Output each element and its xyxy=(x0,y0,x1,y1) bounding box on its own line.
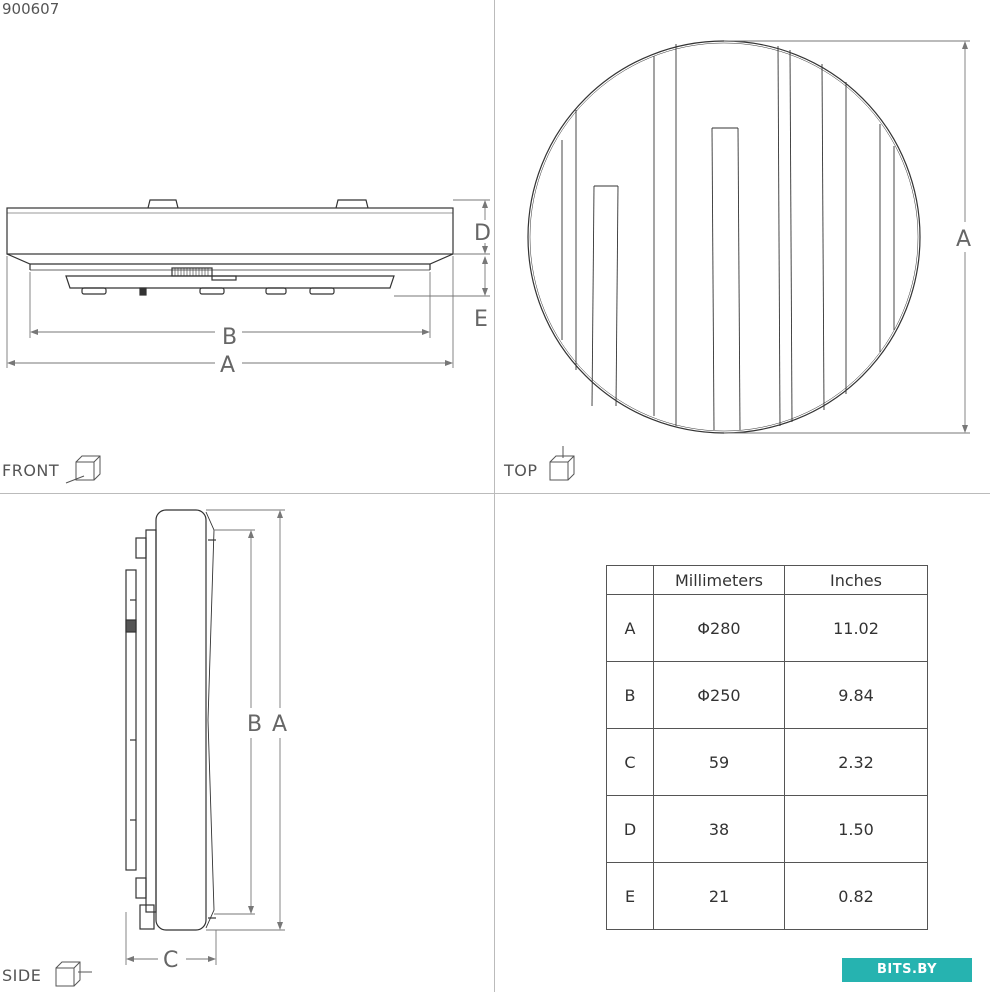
dimensions-table xyxy=(606,565,928,930)
top-dimension-lines xyxy=(724,41,970,433)
row-mm: 59 xyxy=(654,729,785,796)
table-row xyxy=(607,729,928,796)
row-mm: Φ280 xyxy=(654,595,785,662)
table-row xyxy=(607,595,928,662)
front-dim-a: A xyxy=(220,353,236,378)
row-in: 2.32 xyxy=(785,729,928,796)
top-view-drawing xyxy=(528,41,920,433)
side-view-drawing xyxy=(126,510,216,930)
front-cube-icon xyxy=(66,456,100,483)
table-row xyxy=(607,796,928,863)
row-label: E xyxy=(607,863,654,930)
front-view-label: FRONT xyxy=(2,461,60,480)
front-dimension-lines xyxy=(7,200,490,368)
side-dim-a: A xyxy=(272,712,288,737)
side-cube-icon xyxy=(56,962,92,986)
row-mm: 21 xyxy=(654,863,785,930)
watermark-badge: BITS.BY xyxy=(842,958,972,982)
top-dim-a: A xyxy=(956,227,972,252)
side-view-label: SIDE xyxy=(2,966,42,985)
front-dim-d: D xyxy=(474,221,491,246)
side-dim-b: B xyxy=(247,712,263,737)
table-row xyxy=(607,662,928,729)
row-label: A xyxy=(607,595,654,662)
front-view-drawing xyxy=(7,200,453,295)
table-header-cell xyxy=(607,566,654,595)
row-in: 9.84 xyxy=(785,662,928,729)
top-view-label: TOP xyxy=(504,461,538,480)
table-row xyxy=(607,863,928,930)
table-header-cell: Millimeters xyxy=(654,566,785,595)
top-cube-icon xyxy=(550,446,574,480)
product-code: 900607 xyxy=(2,0,60,18)
front-dim-b: B xyxy=(222,325,238,350)
front-dim-e: E xyxy=(474,307,488,332)
row-mm: 38 xyxy=(654,796,785,863)
side-dim-c: C xyxy=(163,948,179,973)
table-header-cell: Inches xyxy=(785,566,928,595)
row-in: 11.02 xyxy=(785,595,928,662)
table-header-row xyxy=(607,566,928,595)
row-label: C xyxy=(607,729,654,796)
row-in: 0.82 xyxy=(785,863,928,930)
row-label: B xyxy=(607,662,654,729)
row-mm: Φ250 xyxy=(654,662,785,729)
row-in: 1.50 xyxy=(785,796,928,863)
row-label: D xyxy=(607,796,654,863)
